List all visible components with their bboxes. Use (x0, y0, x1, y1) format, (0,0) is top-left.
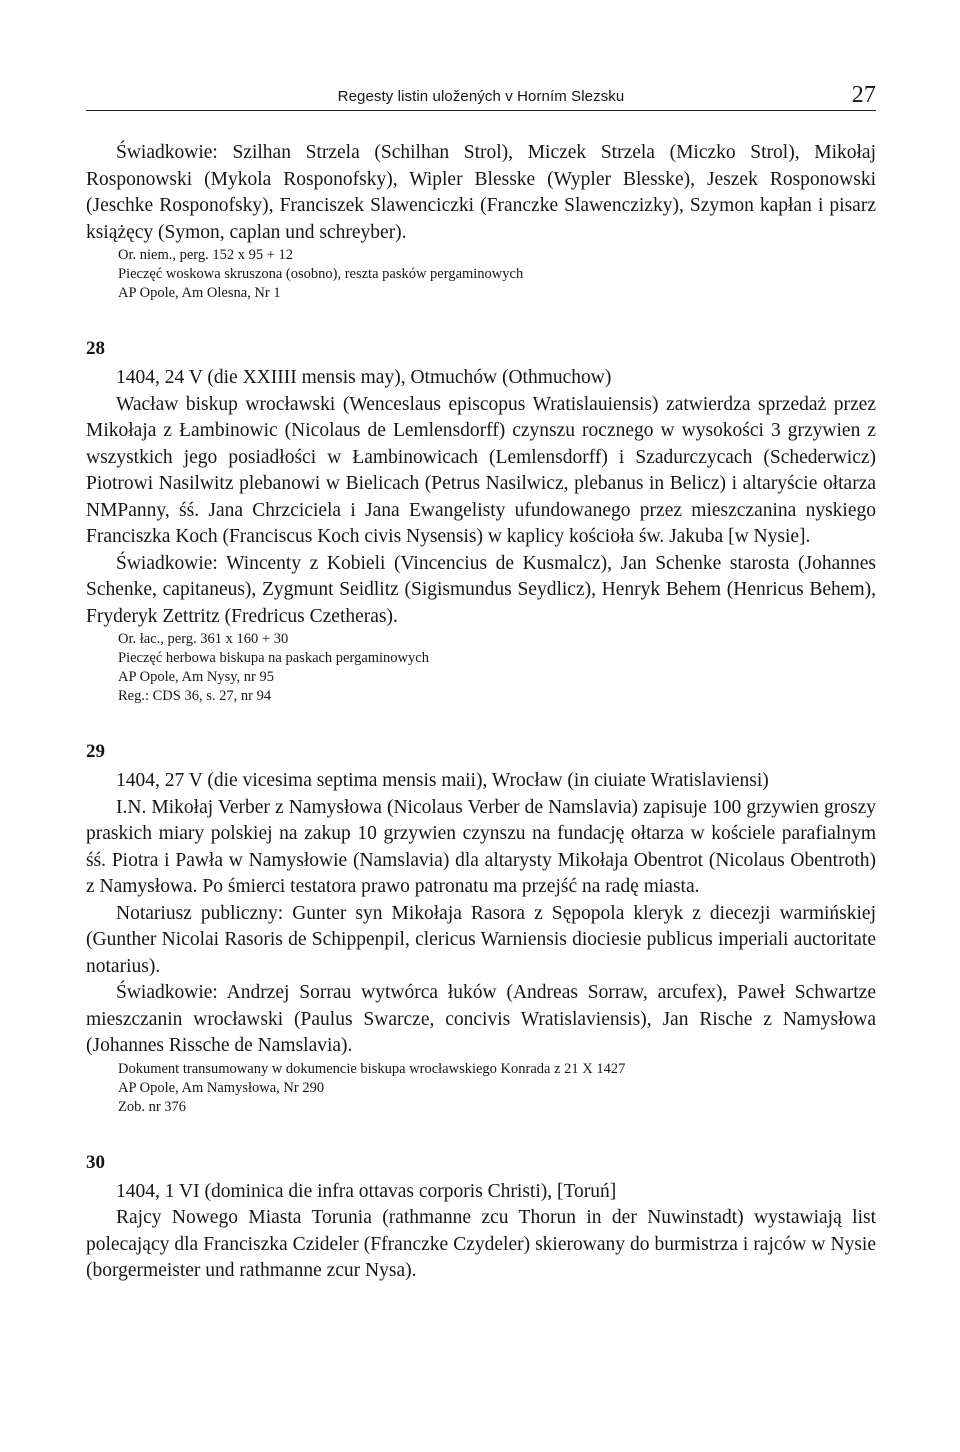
regest-paragraph: Wacław biskup wrocławski (Wenceslaus episcopus Wratislauiensis) zatwierdza sprzedaż przez Mikołaja z Łambinowic (Nicolaus de Lemlensdorff) czynszu rocznego w wysokości 3 grzywien z wszystkich jego posiadłości w Łambinowicach (Lemlensdorff) i Szadurczycach (Schederwicz) Piotrowi Nasilwitz plebanowi w Bielicach (Petrus Nasilwicz, plebanus in Belicz) i altaryście ołtarza NMPanny, śś. Jana Chrzciciela i Jana Ewangelisty ufundowanego przez mieszczanina nyskiego Franciszka Koch (Franciscus Koch civis Nysensis) w kaplicy kościoła św. Jakuba [w Nysie]. (86, 393, 876, 547)
regest-paragraph: Rajcy Nowego Miasta Torunia (rathmanne zcu Thorun in der Nuwinstadt) wystawiają list polecający dla Franciszka Czideler (Ffranczke Czydeler) skierowany do burmistrza i rajców w Nysie (borgermeister und rathmanne zcur Nysa). (86, 1207, 876, 1281)
note-line: Reg.: CDS 36, s. 27, nr 94 (118, 688, 272, 704)
entry-date-line: 1404, 24 V (die XXIIII mensis may), Otmuchów (Othmuchow) (116, 367, 612, 388)
running-title: Regesty listin uložených v Horním Slezsku (337, 88, 625, 105)
regest-paragraph: I.N. Mikołaj Verber z Namysłowa (Nicolaus Verber de Namslavia) zapisuje 100 grzywien groszy praskich miary polskiej na zakup 10 grzywien czynszu na fundację ołtarza w kościele parafialnym śś. Piotra i Pawła w Namysłowie (Namslavia) dla altarysty Mikołaja Obentrot (Nicolaus Obentroth) z Namysłowa. Po śmierci testatora prawo patronatu ma przejść na radę miasta. (86, 796, 876, 897)
note-line: Pieczęć herbowa biskupa na paskach pergaminowych (118, 650, 429, 666)
note-line: Dokument transumowany w dokumencie biskupa wrocławskiego Konrada z 21 X 1427 (118, 1060, 626, 1077)
entry-27-continuation (86, 140, 876, 303)
archival-notes (118, 1060, 876, 1117)
notary-paragraph: Notariusz publiczny: Gunter syn Mikołaja Rasora z Sępopola kleryk z diecezji warmińskiej (Gunther Nicolai Rasoris de Schippenpil, clericus Warniensis diociesie publicus imperiali auctoritate notarius). (86, 902, 876, 977)
page-body (86, 140, 876, 1285)
note-line: Or. łac., perg. 361 x 160 + 30 (118, 631, 289, 647)
entry-30 (86, 1151, 876, 1285)
note-line: Or. niem., perg. 152 x 95 + 12 (118, 247, 294, 263)
header-rule (86, 110, 876, 111)
entry-date-line: 1404, 27 V (die vicesima septima mensis maii), Wrocław (in ciuiate Wratislaviensi) (116, 770, 769, 791)
archival-notes (118, 246, 876, 303)
page-number: 27 (851, 82, 876, 108)
entry-28 (86, 337, 876, 706)
note-line: Zob. nr 376 (118, 1098, 187, 1115)
entry-number: 29 (86, 741, 105, 762)
witness-paragraph: Świadkowie: Andrzej Sorrau wytwórca łuków (Andreas Sorraw, arcufex), Paweł Schwartze mieszczanin wrocławski (Paulus Swarcze, concivis Wratislaviensis), Jan Rische z Namysłowa (Johannes Rissche de Namslavia). (86, 982, 876, 1056)
note-line: AP Opole, Am Olesna, Nr 1 (118, 285, 281, 301)
archival-notes (118, 630, 876, 706)
entry-29 (86, 740, 876, 1117)
note-line: Pieczęć woskowa skruszona (osobno), reszta pasków pergaminowych (118, 266, 524, 282)
entry-number: 28 (86, 338, 105, 359)
entry-date-line: 1404, 1 VI (dominica die infra ottavas corporis Christi), [Toruń] (116, 1180, 617, 1202)
entry-number: 30 (86, 1151, 105, 1173)
witness-paragraph: Świadkowie: Szilhan Strzela (Schilhan Strol), Miczek Strzela (Miczko Strol), Mikołaj Rosponowski (Mykola Rosponofsky), Wipler Blesske (Wypler Blesske), Jeszek Rosponowski (Jeschke Rosponofsky), Franciszek Slawenciczki (Franczke Slawenczizky), Szymon kapłan i pisarz książęcy (Symon, caplan und schreyber). (86, 142, 876, 243)
note-line: AP Opole, Am Nysy, nr 95 (118, 669, 275, 685)
note-line: AP Opole, Am Namysłowa, Nr 290 (118, 1079, 325, 1096)
witness-paragraph: Świadkowie: Wincenty z Kobieli (Vincencius de Kusmalcz), Jan Schenke starosta (Johannes Schenke, capitaneus), Zygmunt Seidlitz (Sigismundus Seydlicz), Henryk Behem (Henricus Behem), Fryderyk Zettritz (Fredricus Czetheras). (86, 552, 876, 627)
